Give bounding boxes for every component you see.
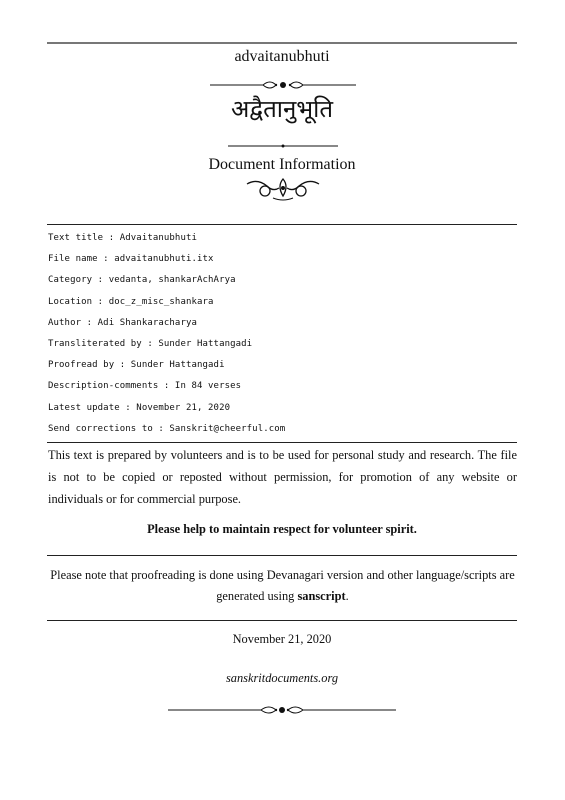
meta-transliterated-by: Transliterated by : Sunder Hattangadi — [48, 338, 253, 349]
top-rule — [47, 42, 517, 44]
ornament-divider-top — [208, 78, 358, 92]
devanagari-title: अद्वैतानुभूति — [230, 95, 334, 123]
meta-send-corrections: Send corrections to : Sanskrit@cheerful.com — [48, 423, 286, 434]
usage-notice: This text is prepared by volunteers and is to be used for personal study and research. The file is not to be copied or reposted without permission, for promotion of any website or individuals or for commercial purpose. — [48, 448, 517, 506]
meta-category: Category : vedanta, shankarAchArya — [48, 275, 236, 286]
meta-author: Author : Adi Shankaracharya — [48, 317, 197, 328]
note-bottom-rule — [47, 620, 517, 621]
metadata-top-rule — [47, 224, 517, 225]
meta-latest-update: Latest update : November 21, 2020 — [48, 402, 231, 413]
footer-site: sanskritdocuments.org — [225, 671, 339, 685]
ornament-divider-bottom — [166, 703, 398, 717]
swirl-ornament — [243, 176, 323, 202]
ornament-line — [226, 143, 340, 149]
proofreading-note-text: Please note that proofreading is done using Devanagari version and other language/scripts are generated using — [50, 568, 515, 603]
meta-location: Location : doc_z_misc_shankara — [48, 296, 214, 307]
footer-date: November 21, 2020 — [232, 632, 332, 646]
proofreading-note-end: . — [345, 589, 349, 603]
sanscript-tool: sanscript — [297, 589, 346, 603]
document-title: advaitanubhuti — [234, 48, 330, 65]
meta-description: Description-comments : In 84 verses — [48, 381, 242, 392]
meta-proofread-by: Proofread by : Sunder Hattangadi — [48, 360, 225, 371]
respect-notice: Please help to maintain respect for volunteer spirit. — [147, 522, 417, 536]
notice-bottom-rule — [47, 555, 517, 556]
section-title: Document Information — [208, 156, 356, 173]
meta-text-title: Text title : Advaitanubhuti — [48, 233, 197, 243]
metadata-bottom-rule — [47, 442, 517, 443]
proofreading-note — [48, 565, 517, 607]
metadata-block — [48, 228, 518, 440]
meta-file-name: File name : advaitanubhuti.itx — [48, 254, 214, 265]
